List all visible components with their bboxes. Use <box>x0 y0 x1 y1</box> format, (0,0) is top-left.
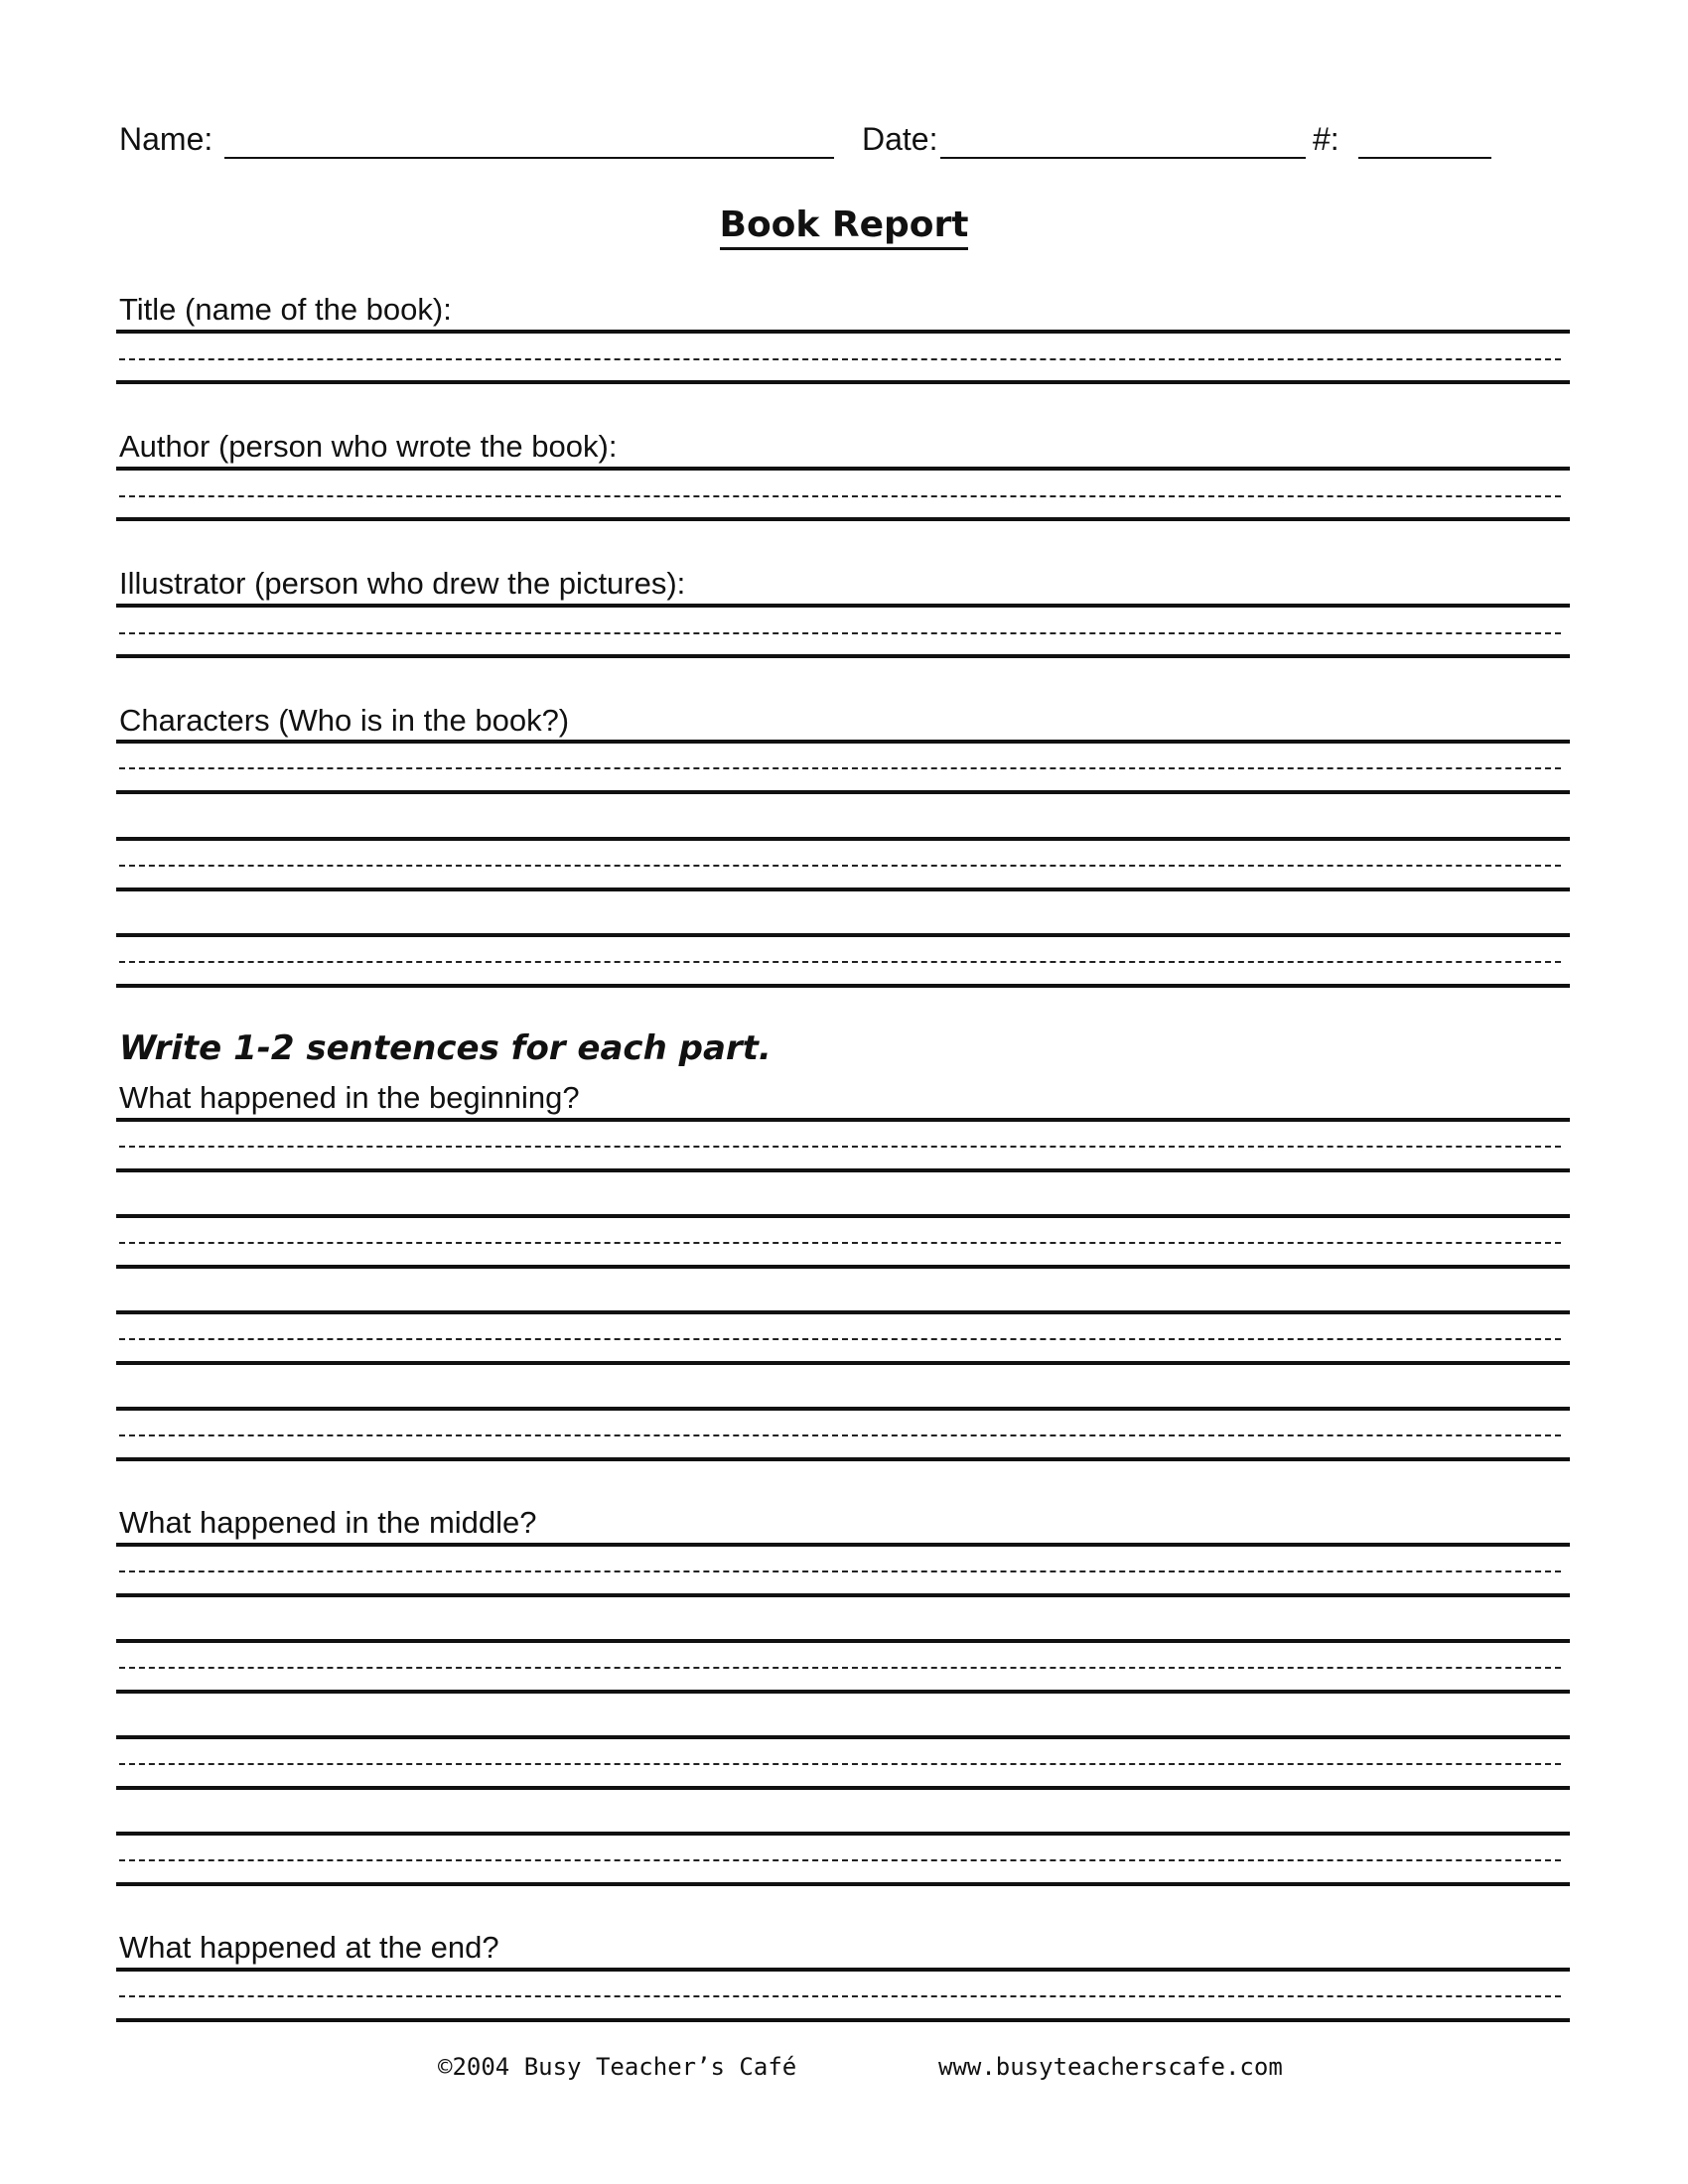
writing-line[interactable] <box>116 1361 1570 1365</box>
writing-line[interactable] <box>116 604 1570 608</box>
writing-line[interactable] <box>116 740 1570 744</box>
footer-website: www.busyteacherscafe.com <box>938 2053 1283 2081</box>
midline <box>119 1338 1561 1340</box>
writing-line[interactable] <box>116 984 1570 988</box>
midline <box>119 1434 1561 1436</box>
writing-line[interactable] <box>116 1832 1570 1836</box>
writing-line[interactable] <box>116 380 1570 384</box>
writing-line[interactable] <box>116 1265 1570 1269</box>
midline <box>119 1995 1561 1997</box>
beginning-question: What happened in the beginning? <box>119 1080 580 1115</box>
writing-line[interactable] <box>116 887 1570 891</box>
midline <box>119 358 1561 360</box>
characters-label: Characters (Who is in the book?) <box>119 703 570 738</box>
end-question: What happened at the end? <box>119 1930 499 1965</box>
number-label: #: <box>1313 121 1339 157</box>
writing-line[interactable] <box>116 330 1570 334</box>
writing-line[interactable] <box>116 1786 1570 1790</box>
midline <box>119 1667 1561 1669</box>
writing-line[interactable] <box>116 654 1570 658</box>
date-field[interactable] <box>940 157 1306 159</box>
name-label: Name: <box>119 121 213 157</box>
page-title <box>0 205 1688 245</box>
writing-line[interactable] <box>116 1593 1570 1597</box>
midline <box>119 1859 1561 1861</box>
writing-line[interactable] <box>116 1310 1570 1314</box>
writing-line[interactable] <box>116 1214 1570 1218</box>
name-field[interactable] <box>224 157 834 159</box>
writing-line[interactable] <box>116 467 1570 471</box>
middle-question: What happened in the middle? <box>119 1505 537 1540</box>
writing-line[interactable] <box>116 1543 1570 1547</box>
number-field[interactable] <box>1358 157 1491 159</box>
date-label: Date: <box>862 121 938 157</box>
writing-line[interactable] <box>116 1690 1570 1694</box>
illustrator-label: Illustrator (person who drew the pictures): <box>119 566 686 601</box>
instruction-text: Write 1-2 sentences for each part. <box>119 1028 772 1068</box>
writing-line[interactable] <box>116 790 1570 794</box>
writing-line[interactable] <box>116 1735 1570 1739</box>
writing-line[interactable] <box>116 1457 1570 1461</box>
midline <box>119 1570 1561 1572</box>
writing-line[interactable] <box>116 1968 1570 1972</box>
writing-line[interactable] <box>116 933 1570 937</box>
author-label: Author (person who wrote the book): <box>119 429 618 464</box>
midline <box>119 961 1561 963</box>
writing-line[interactable] <box>116 837 1570 841</box>
page-title-text: Book Report <box>720 205 969 250</box>
midline <box>119 865 1561 867</box>
writing-line[interactable] <box>116 1639 1570 1643</box>
midline <box>119 495 1561 497</box>
midline <box>119 1146 1561 1148</box>
midline <box>119 1242 1561 1244</box>
writing-line[interactable] <box>116 517 1570 521</box>
writing-line[interactable] <box>116 2018 1570 2022</box>
writing-line[interactable] <box>116 1168 1570 1172</box>
writing-line[interactable] <box>116 1118 1570 1122</box>
midline <box>119 1763 1561 1765</box>
writing-line[interactable] <box>116 1407 1570 1411</box>
title-label: Title (name of the book): <box>119 292 452 327</box>
midline <box>119 767 1561 769</box>
footer-copyright: ©2004 Busy Teacher’s Café <box>438 2053 797 2081</box>
writing-line[interactable] <box>116 1882 1570 1886</box>
midline <box>119 632 1561 634</box>
